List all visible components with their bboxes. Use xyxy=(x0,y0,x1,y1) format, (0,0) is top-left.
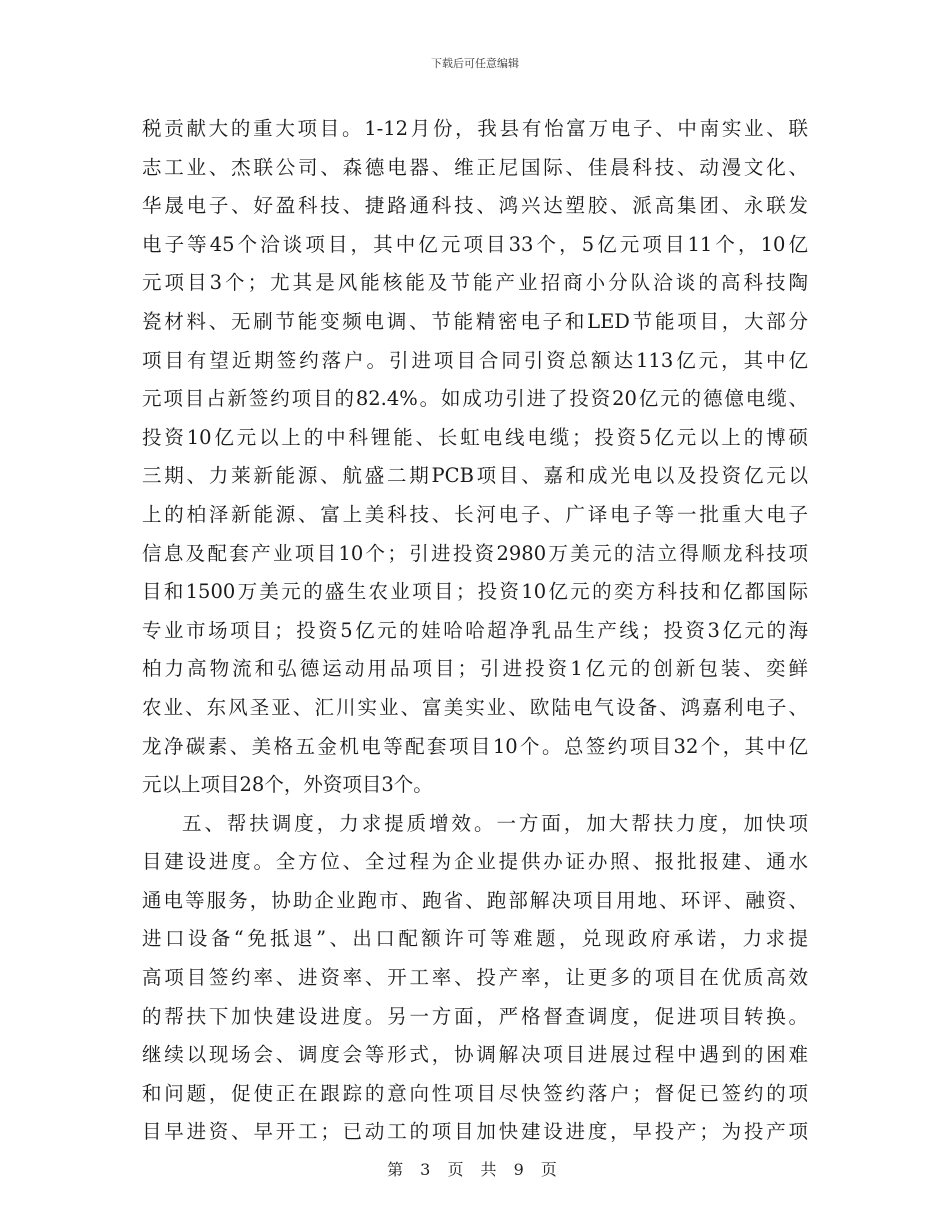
body-line: 元以上项目28个，外资项目3个。 xyxy=(142,773,433,797)
page-header: 下载后可任意编辑 xyxy=(431,57,519,70)
body-line: 目建设进度。全方位、全过程为企业提供办证办照、报批报建、通水 xyxy=(142,850,808,874)
body-line: 项目有望近期签约落户。引进项目合同引资总额达113亿元，其中亿 xyxy=(142,348,808,372)
body-line: 投资10亿元以上的中科锂能、长虹电线电缆；投资5亿元以上的博硕 xyxy=(142,425,808,449)
body-line: 的帮扶下加快建设进度。另一方面，严格督查调度，促进项目转换。 xyxy=(142,1004,808,1028)
body-line: 华晟电子、好盈科技、捷路通科技、鸿兴达塑胶、派高集团、永联发 xyxy=(142,194,808,218)
body-line: 志工业、杰联公司、森德电器、维正尼国际、佳晨科技、动漫文化、 xyxy=(142,155,808,179)
body-line: 继续以现场会、调度会等形式，协调解决项目进展过程中遇到的困难 xyxy=(142,1043,808,1067)
page-number: 第 3 页 共 9 页 xyxy=(387,1160,563,1179)
body-line: 电子等45个洽谈项目，其中亿元项目33个，5亿元项目11个，10亿 xyxy=(142,232,808,256)
body-line: 元项目3个；尤其是风能核能及节能产业招商小分队洽谈的高科技陶 xyxy=(142,271,808,295)
body-line: 专业市场项目；投资5亿元的娃哈哈超净乳品生产线；投资3亿元的海 xyxy=(142,618,808,642)
body-line: 三期、力莱新能源、航盛二期PCB项目、嘉和成光电以及投资亿元以 xyxy=(142,464,808,488)
body-line: 高项目签约率、进资率、开工率、投产率，让更多的项目在优质高效 xyxy=(142,966,808,990)
document-body xyxy=(142,110,808,1152)
body-line: 信息及配套产业项目10个；引进投资2980万美元的洁立得顺龙科技项 xyxy=(142,541,808,565)
body-line: 和问题，促使正在跟踪的意向性项目尽快签约落户；督促已签约的项 xyxy=(142,1081,808,1105)
body-line: 目和1500万美元的盛生农业项目；投资10亿元的奕方科技和亿都国际 xyxy=(142,580,808,604)
body-line: 进口设备“免抵退”、出口配额许可等难题，兑现政府承诺，力求提 xyxy=(142,927,808,951)
body-line: 税贡献大的重大项目。1-12月份，我县有怡富万电子、中南实业、联 xyxy=(142,117,808,140)
body-line: 柏力高物流和弘德运动用品项目；引进投资1亿元的创新包装、奕鲜 xyxy=(142,657,808,681)
body-line: 龙净碳素、美格五金机电等配套项目10个。总签约项目32个，其中亿 xyxy=(142,734,808,758)
paragraph-start-line: 五、帮扶调度，力求提质增效。一方面，加大帮扶力度，加快项 xyxy=(182,811,808,835)
body-line: 农业、东风圣亚、汇川实业、富美实业、欧陆电气设备、鸿嘉利电子、 xyxy=(142,695,808,719)
body-line: 目早进资、早开工；已动工的项目加快建设进度，早投产；为投产项 xyxy=(142,1120,808,1144)
body-line: 通电等服务，协助企业跑市、跑省、跑部解决项目用地、环评、融资、 xyxy=(142,888,808,912)
body-line: 元项目占新签约项目的82.4%。如成功引进了投资20亿元的德億电缆、 xyxy=(142,387,808,411)
body-line: 瓷材料、无刷节能变频电调、节能精密电子和LED节能项目，大部分 xyxy=(142,309,808,333)
body-line: 上的柏泽新能源、富上美科技、长河电子、广译电子等一批重大电子 xyxy=(142,502,808,526)
